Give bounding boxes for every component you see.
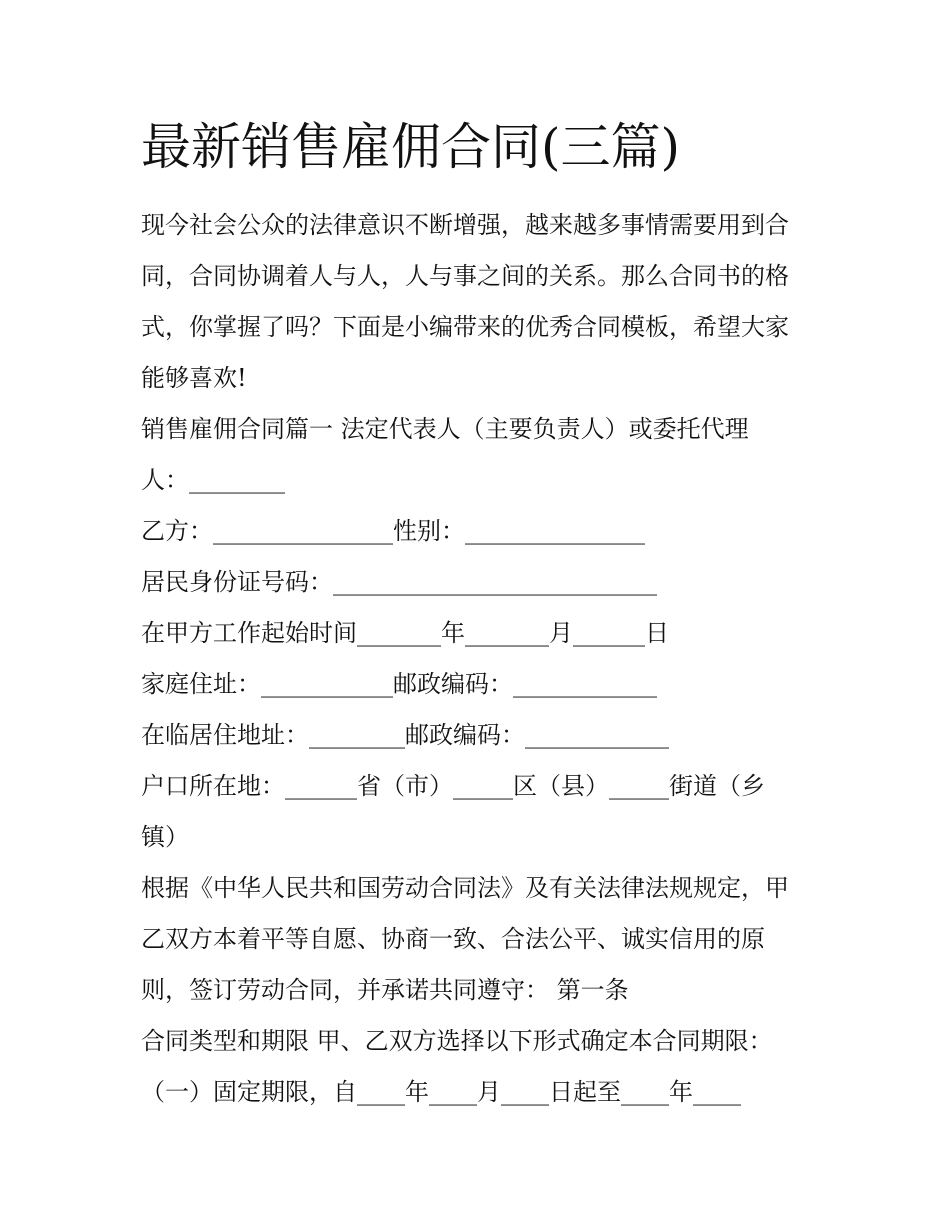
body-line: 能够喜欢! [141, 364, 247, 392]
document-page [141, 112, 821, 1118]
section-heading-line: 销售雇佣合同篇一 法定代表人（主要负责人）或委托代理 [141, 415, 749, 443]
form-field-line: 家庭住址：___________邮政编码：____________ [141, 670, 657, 698]
form-field-line: 在临居住地址：________邮政编码：____________ [141, 721, 669, 749]
form-field-line: 人：________ [141, 466, 285, 494]
form-field-line: 在甲方工作起始时间_______年_______月______日 [141, 619, 669, 647]
form-field-line: 居民身份证号码：___________________________ [141, 568, 657, 596]
form-field-line: 乙方：_______________性别：_______________ [141, 517, 645, 545]
body-line: 则，签订劳动合同，并承诺共同遵守： 第一条 [141, 976, 629, 1004]
body-line: （一）固定期限，自____年____月____日起至____年____ [141, 1078, 741, 1106]
body-line: 合同类型和期限 甲、乙双方选择以下形式确定本合同期限： [141, 1027, 773, 1055]
document-body [141, 200, 821, 1118]
document-title: 最新销售雇佣合同(三篇) [141, 118, 681, 176]
form-field-line: 镇） [141, 823, 189, 851]
body-line: 根据《中华人民共和国劳动合同法》及有关法律法规规定，甲 [141, 874, 789, 902]
body-line: 乙双方本着平等自愿、协商一致、合法公平、诚实信用的原 [141, 925, 765, 953]
body-line: 现今社会公众的法律意识不断增强，越来越多事情需要用到合 [141, 211, 789, 239]
form-field-line: 户口所在地：______省（市）_____区（县）_____街道（乡 [141, 772, 765, 800]
body-line: 式，你掌握了吗？下面是小编带来的优秀合同模板，希望大家 [141, 313, 789, 341]
body-line: 同，合同协调着人与人，人与事之间的关系。那么合同书的格 [141, 262, 789, 290]
